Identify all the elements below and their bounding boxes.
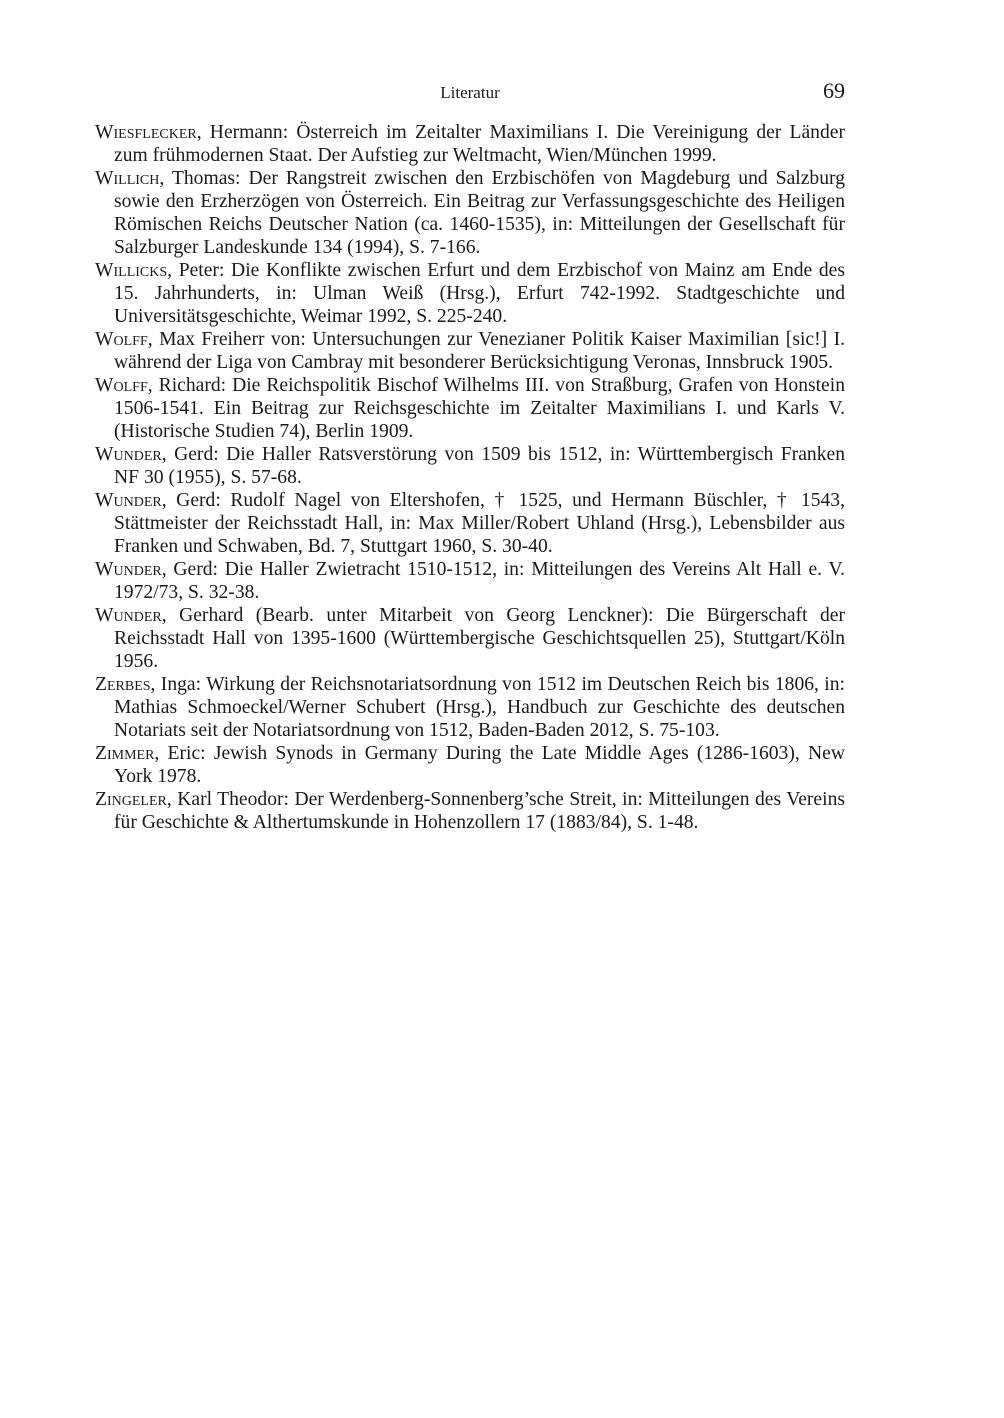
running-head	[95, 78, 845, 108]
page	[95, 78, 845, 834]
entry-author: Wunder	[95, 559, 162, 580]
entry-text: , Gerd: Die Haller Ratsverstörung von 1509 bis 1512, in: Württembergisch Franken NF 30 (1955), S. 57-68.	[114, 444, 845, 488]
bibliography-entry	[95, 742, 845, 788]
bibliography-entry	[95, 374, 845, 443]
bibliography-entry	[95, 328, 845, 374]
entry-text: , Karl Theodor: Der Werdenberg-Sonnenberg’sche Streit, in: Mitteilungen des Vereins für Geschichte & Althertumskunde in Hohenzollern 17 (1883/84), S. 1-48.	[114, 789, 845, 833]
bibliography-entry	[95, 167, 845, 259]
entry-text: , Gerd: Rudolf Nagel von Eltershofen, † 1525, und Hermann Büschler, † 1543, Stättmeister der Reichsstadt Hall, in: Max Miller/Robert Uhland (Hrsg.), Lebensbilder aus Franken und Schwaben, Bd. 7, Stuttgart 1960, S. 30-40.	[114, 490, 845, 557]
entry-text: , Hermann: Österreich im Zeitalter Maximilians I. Die Vereinigung der Länder zum frühmodernen Staat. Der Aufstieg zur Weltmacht, Wien/München 1999.	[114, 122, 845, 166]
entry-author: Zerbes	[95, 674, 151, 695]
entry-author: Zingeler	[95, 789, 167, 810]
entry-author: Willicks	[95, 260, 168, 281]
entry-author: Wolff	[95, 329, 148, 350]
bibliography-entry	[95, 788, 845, 834]
entry-text: , Inga: Wirkung der Reichsnotariatsordnung von 1512 im Deutschen Reich bis 1806, in: Mathias Schmoeckel/Werner Schubert (Hrsg.), Handbuch zur Geschichte des deutschen Notariats seit der Notariatsordnung von 1512, Baden-Baden 2012, S. 75-103.	[114, 674, 845, 741]
bibliography-entry	[95, 443, 845, 489]
entry-author: Wolff	[95, 375, 148, 396]
bibliography-entry	[95, 604, 845, 673]
entry-text: , Gerd: Die Haller Zwietracht 1510-1512, in: Mitteilungen des Vereins Alt Hall e. V. 1972/73, S. 32-38.	[114, 559, 845, 603]
bibliography-entry	[95, 673, 845, 742]
bibliography-entry	[95, 259, 845, 328]
entry-text: , Peter: Die Konflikte zwischen Erfurt und dem Erzbischof von Mainz am Ende des 15. Jahrhunderts, in: Ulman Weiß (Hrsg.), Erfurt 742-1992. Stadtgeschichte und Universitätsgeschichte, Weimar 1992, S. 225-240.	[114, 260, 845, 327]
entry-author: Wunder	[95, 490, 162, 511]
bibliography-entry	[95, 558, 845, 604]
bibliography-list	[95, 121, 845, 834]
entry-author: Wunder	[95, 444, 162, 465]
entry-text: , Max Freiherr von: Untersuchungen zur Venezianer Politik Kaiser Maximilian [sic!] I. während der Liga von Cambray mit besonderer Berücksichtigung Veronas, Innsbruck 1905.	[114, 329, 845, 373]
entry-author: Wiesflecker	[95, 122, 197, 143]
entry-author: Zimmer	[95, 743, 155, 764]
entry-text: , Thomas: Der Rangstreit zwischen den Erzbischöfen von Magdeburg und Salzburg sowie den Erzherzögen von Österreich. Ein Beitrag zur Verfassungsgeschichte des Heiligen Römischen Reichs Deutscher Nation (ca. 1460-1535), in: Mitteilungen der Gesellschaft für Salzburger Landeskunde 134 (1994), S. 7-166.	[114, 168, 845, 258]
bibliography-entry	[95, 121, 845, 167]
running-title: Literatur	[440, 83, 500, 102]
page-number: 69	[823, 78, 845, 103]
entry-author: Willich	[95, 168, 160, 189]
entry-text: , Gerhard (Bearb. unter Mitarbeit von Georg Lenckner): Die Bürgerschaft der Reichsstadt Hall von 1395-1600 (Württembergische Geschichtsquellen 25), Stuttgart/Köln 1956.	[114, 605, 845, 672]
entry-author: Wunder	[95, 605, 162, 626]
entry-text: , Richard: Die Reichspolitik Bischof Wilhelms III. von Straßburg, Grafen von Honstein 1506-1541. Ein Beitrag zur Reichsgeschichte im Zeitalter Maximilians I. und Karls V. (Historische Studien 74), Berlin 1909.	[114, 375, 845, 442]
entry-text: , Eric: Jewish Synods in Germany During the Late Middle Ages (1286-1603), New York 1978.	[114, 743, 845, 787]
bibliography-entry	[95, 489, 845, 558]
